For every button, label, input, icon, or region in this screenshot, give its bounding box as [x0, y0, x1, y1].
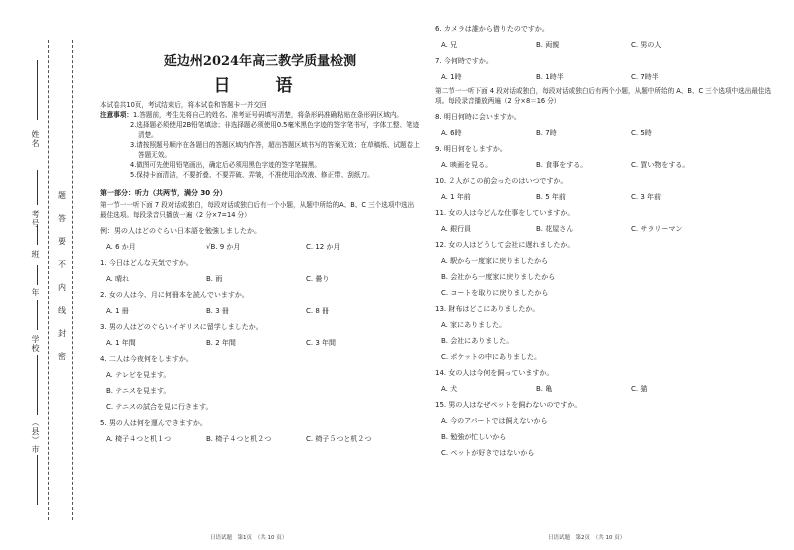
- county-underline: [37, 355, 38, 415]
- option: B. 食事をする。: [536, 161, 588, 169]
- option: B. 1時半: [536, 73, 564, 81]
- options-row: [435, 384, 780, 394]
- option: C. テニスの試合を見に行きます。: [106, 403, 213, 411]
- right-questions-1: [435, 24, 780, 82]
- option: A. テレビを見ます。: [106, 371, 171, 379]
- page-footer-left: 日语试题 第1页 （共 10 页）: [210, 535, 288, 541]
- option: B. 雨: [206, 275, 223, 283]
- example-options: [100, 242, 420, 252]
- option: C. 男の人: [631, 41, 662, 49]
- example-question: 例：男の人はどのぐらい日本語を勉強しましたか。: [100, 227, 261, 235]
- option: B. 7時: [536, 129, 557, 137]
- option: A. 6 か月: [106, 243, 136, 251]
- option: A. 1 年前: [441, 193, 471, 201]
- option: C. 椅子５つと机２つ: [306, 435, 372, 443]
- option: C. 曇り: [306, 275, 330, 283]
- option: B. 亀: [536, 385, 553, 393]
- field-exam-no-label: 考号: [31, 210, 40, 228]
- options-row: [435, 72, 780, 82]
- binding-margin: [0, 0, 90, 550]
- left-questions: [100, 258, 420, 444]
- options-row: [435, 224, 780, 234]
- option: A. 駅から一度家に戻りましたから: [441, 257, 549, 265]
- question-text: 6. カメラは誰から借りたのですか。: [435, 25, 549, 33]
- field-school-label: 学校: [31, 335, 40, 353]
- intro-text: 本试卷共10页，考试结束后，将本试卷和答题卡一并交回: [100, 101, 267, 109]
- seal-char: 线: [58, 306, 66, 315]
- option: C. 買い物をする。: [631, 161, 690, 169]
- option: C. コートを取りに戻りましたから: [441, 289, 549, 297]
- option: A. 銀行員: [441, 225, 472, 233]
- option: A. 6時: [441, 129, 462, 137]
- seal-line-outer: [48, 40, 49, 520]
- question-text: 4. 二人は今夜何をしますか。: [100, 355, 193, 363]
- option: B. 2 年間: [206, 339, 236, 347]
- options-row: [100, 306, 420, 316]
- option: C. 猫: [631, 385, 648, 393]
- options-row: [435, 128, 780, 138]
- options-row: [100, 274, 420, 284]
- seal-char: 题: [58, 191, 66, 200]
- seal-char: 要: [58, 237, 66, 246]
- option: C. サラリーマン: [631, 225, 683, 233]
- seal-char: 答: [58, 214, 66, 223]
- option: A. 映画を見る。: [441, 161, 493, 169]
- question-text: 14. 女の人は今何を飼っていますか。: [435, 369, 554, 377]
- question-text: 9. 明日何をしますか。: [435, 145, 507, 153]
- section1-instructions: 第一节一一听下面 7 段对话或独白，每段对话或独白后有一个小题，从题中所给的A、B、C 三个选项中选出最佳选项。每段录音只播放一遍（2 分×7=14 分）: [100, 201, 415, 219]
- note-item: 5.保持卡面清洁，不要折叠、不要弄破、弄皱，不准使用涂改液、修正带、刮纸刀。: [130, 171, 374, 179]
- option: A. 犬: [441, 385, 458, 393]
- option: A. 今のアパートでは飼えないから: [441, 417, 548, 425]
- question-text: 3. 男の人はどのぐらいイギリスに留学しましたか。: [100, 323, 263, 331]
- section2-instructions: 第二节一一听下面 4 段对话或独白，每段对话或独白后有两个小题，从题中所给的 A、B、C 三个选项中选出最佳选项。每段录音播放两遍（2 分×8＝16 分）: [435, 87, 772, 105]
- seal-char: 封: [58, 329, 66, 338]
- grade-underline: [37, 265, 38, 285]
- option: A. 1 年間: [106, 339, 136, 347]
- options-row: [100, 338, 420, 348]
- seal-char: 密: [58, 352, 66, 361]
- option: √B. 9 か月: [206, 243, 241, 251]
- exam-no-underline: [37, 170, 38, 205]
- option: C. 12 か月: [306, 243, 341, 251]
- option: A. 椅子４つと机１つ: [106, 435, 172, 443]
- option: B. 5 年前: [536, 193, 566, 201]
- option: B. 会社にありました。: [441, 337, 514, 345]
- question-text: 1. 今日はどんな天気ですか。: [100, 259, 193, 267]
- seal-line-inner: [72, 40, 73, 520]
- page-footer-right: 日语试题 第2页 （共 10 页）: [548, 535, 626, 541]
- notes-block: [100, 110, 420, 120]
- question-text: 10. ２人がこの前会ったのはいつですか。: [435, 177, 568, 185]
- question-text: 8. 明日何時に会いますか。: [435, 113, 521, 121]
- option: C. 7時半: [631, 73, 659, 81]
- exam-title: 延边州2024年高三教学质量检测: [163, 54, 357, 69]
- option: B. 花屋さん: [536, 225, 574, 233]
- option: C. 3 年前: [631, 193, 662, 201]
- question-text: 11. 女の人は今どんな仕事をしていますか。: [435, 209, 575, 217]
- options-row: [435, 40, 780, 50]
- notes-label: 注意事项：: [100, 111, 133, 119]
- option: A. 家にありました。: [441, 321, 507, 329]
- note-item: 4.做图可先使用铅笔画出，确定后必须用黑色字迹的签字笔描黑。: [130, 161, 321, 169]
- question-text: 5. 男の人は何を運んできますか。: [100, 419, 207, 427]
- question-text: 12. 女の人はどうして会社に遅れましたか。: [435, 241, 575, 249]
- options-row: [435, 192, 780, 202]
- right-questions-2: [435, 112, 780, 458]
- field-class-label: 班: [31, 250, 40, 259]
- class-underline: [37, 225, 38, 245]
- option: A. 1 冊: [106, 307, 129, 315]
- seal-char: 不: [58, 260, 66, 269]
- question-text: 15. 男の人はなぜペットを飼わないのですか。: [435, 401, 582, 409]
- name-underline: [37, 60, 38, 120]
- seal-char: 内: [58, 283, 66, 292]
- school-underline: [37, 300, 38, 330]
- option: B. 両親: [536, 41, 560, 49]
- exam-subject: 日 语: [213, 76, 307, 96]
- option: A. 晴れ: [106, 275, 130, 283]
- option: A. 兄: [441, 41, 458, 49]
- option: C. ペットが好きではないから: [441, 449, 535, 457]
- option: B. 会社から一度家に戻りましたから: [441, 273, 556, 281]
- options-row: [100, 434, 420, 444]
- option: B. 椅子４つと机２つ: [206, 435, 272, 443]
- field-grade-label: 年: [31, 288, 40, 297]
- option: C. 8 冊: [306, 307, 330, 315]
- question-text: 2. 女の人は今、月に何冊本を読んでいますか。: [100, 291, 249, 299]
- option: B. テニスを見ます。: [106, 387, 171, 395]
- left-column: [100, 50, 420, 444]
- field-name-label: 姓名: [31, 130, 40, 148]
- options-row: [435, 160, 780, 170]
- part1-title: 第一部分：听力（共两节，满分 30 分）: [100, 189, 227, 197]
- option: C. ポケットの中にありました。: [441, 353, 541, 361]
- note-item: 2.选择题必须使用2B铅笔填涂；非选择题必须使用0.5毫米黑色字迹的签字笔书写，字体工整、笔迹清楚。: [130, 121, 420, 139]
- field-county-label: （县）市: [31, 418, 40, 454]
- option: C. 5時: [631, 129, 652, 137]
- option: B. 3 冊: [206, 307, 229, 315]
- option: A. 1時: [441, 73, 462, 81]
- county-underline-2: [37, 455, 38, 505]
- note-item: 3.请按照题号顺序在各题目的答题区域内作答，超出答题区域书写的答案无效；在草稿纸、试题卷上答题无效。: [130, 141, 420, 159]
- question-text: 7. 今何時ですか。: [435, 57, 493, 65]
- option: C. 3 年間: [306, 339, 337, 347]
- option: B. 勉強が忙しいから: [441, 433, 507, 441]
- note-item: 1.答题前，考生先将自己的姓名、准考证号码填写清楚，将条形码准确粘贴在条形码区域内。: [132, 111, 404, 119]
- right-column: [435, 18, 780, 458]
- question-text: 13. 財布はどこにありましたか。: [435, 305, 540, 313]
